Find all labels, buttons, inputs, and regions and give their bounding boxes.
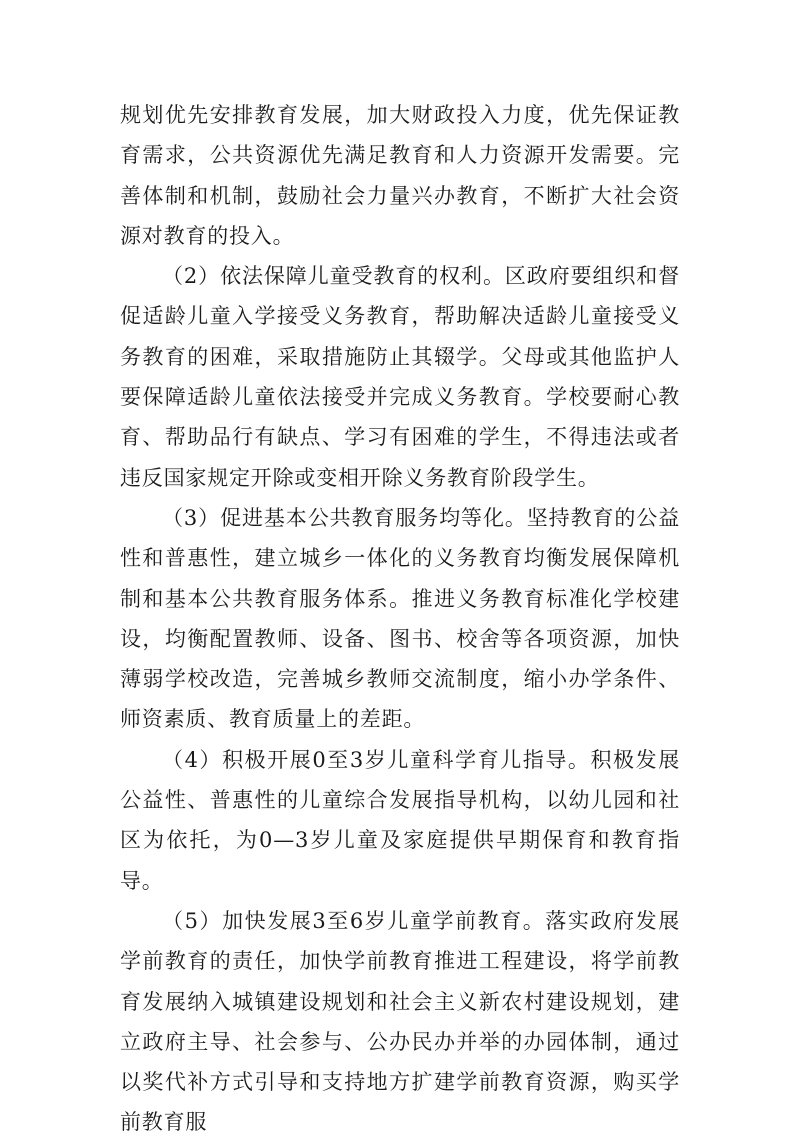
paragraph-continuation: 规划优先安排教育发展，加大财政投入力度，优先保证教育需求，公共资源优先满足教育和人力资源开发需要。完善体制和机制，鼓励社会力量兴办教育，不断扩大社会资源对教育的投入。: [120, 103, 680, 248]
paragraph-item-4: （4）积极开展0至3岁儿童科学育儿指导。积极发展公益性、普惠性的儿童综合发展指导机构，以幼儿园和社区为依托，为0—3岁儿童及家庭提供早期保育和教育指导。: [120, 747, 680, 893]
paragraph-item-5: （5）加快发展3至6岁儿童学前教育。落实政府发展学前教育的责任，加快学前教育推进工程建设，将学前教育发展纳入城镇建设规划和社会主义新农村建设规划，建立政府主导、社会参与、公办民办并举的办园体制，通过以奖代补方式引导和支持地方扩建学前教育资源，购买学前教育服: [120, 908, 680, 1135]
document-body: [120, 95, 680, 1143]
paragraph-item-3: （3）促进基本公共教育服务均等化。坚持教育的公益性和普惠性，建立城乡一体化的义务教育均衡发展保障机制和基本公共教育服务体系。推进义务教育标准化学校建设，均衡配置教师、设备、图书、校舍等各项资源，加快薄弱学校改造，完善城乡教师交流制度，缩小办学条件、师资素质、教育质量上的差距。: [120, 505, 680, 732]
paragraph-item-2: （2）依法保障儿童受教育的权利。区政府要组织和督促适龄儿童入学接受义务教育，帮助解决适龄儿童接受义务教育的困难，采取措施防止其辍学。父母或其他监护人要保障适龄儿童依法接受并完成义务教育。学校要耐心教育、帮助品行有缺点、学习有困难的学生，不得违法或者违反国家规定开除或变相开除义务教育阶段学生。: [120, 264, 680, 490]
